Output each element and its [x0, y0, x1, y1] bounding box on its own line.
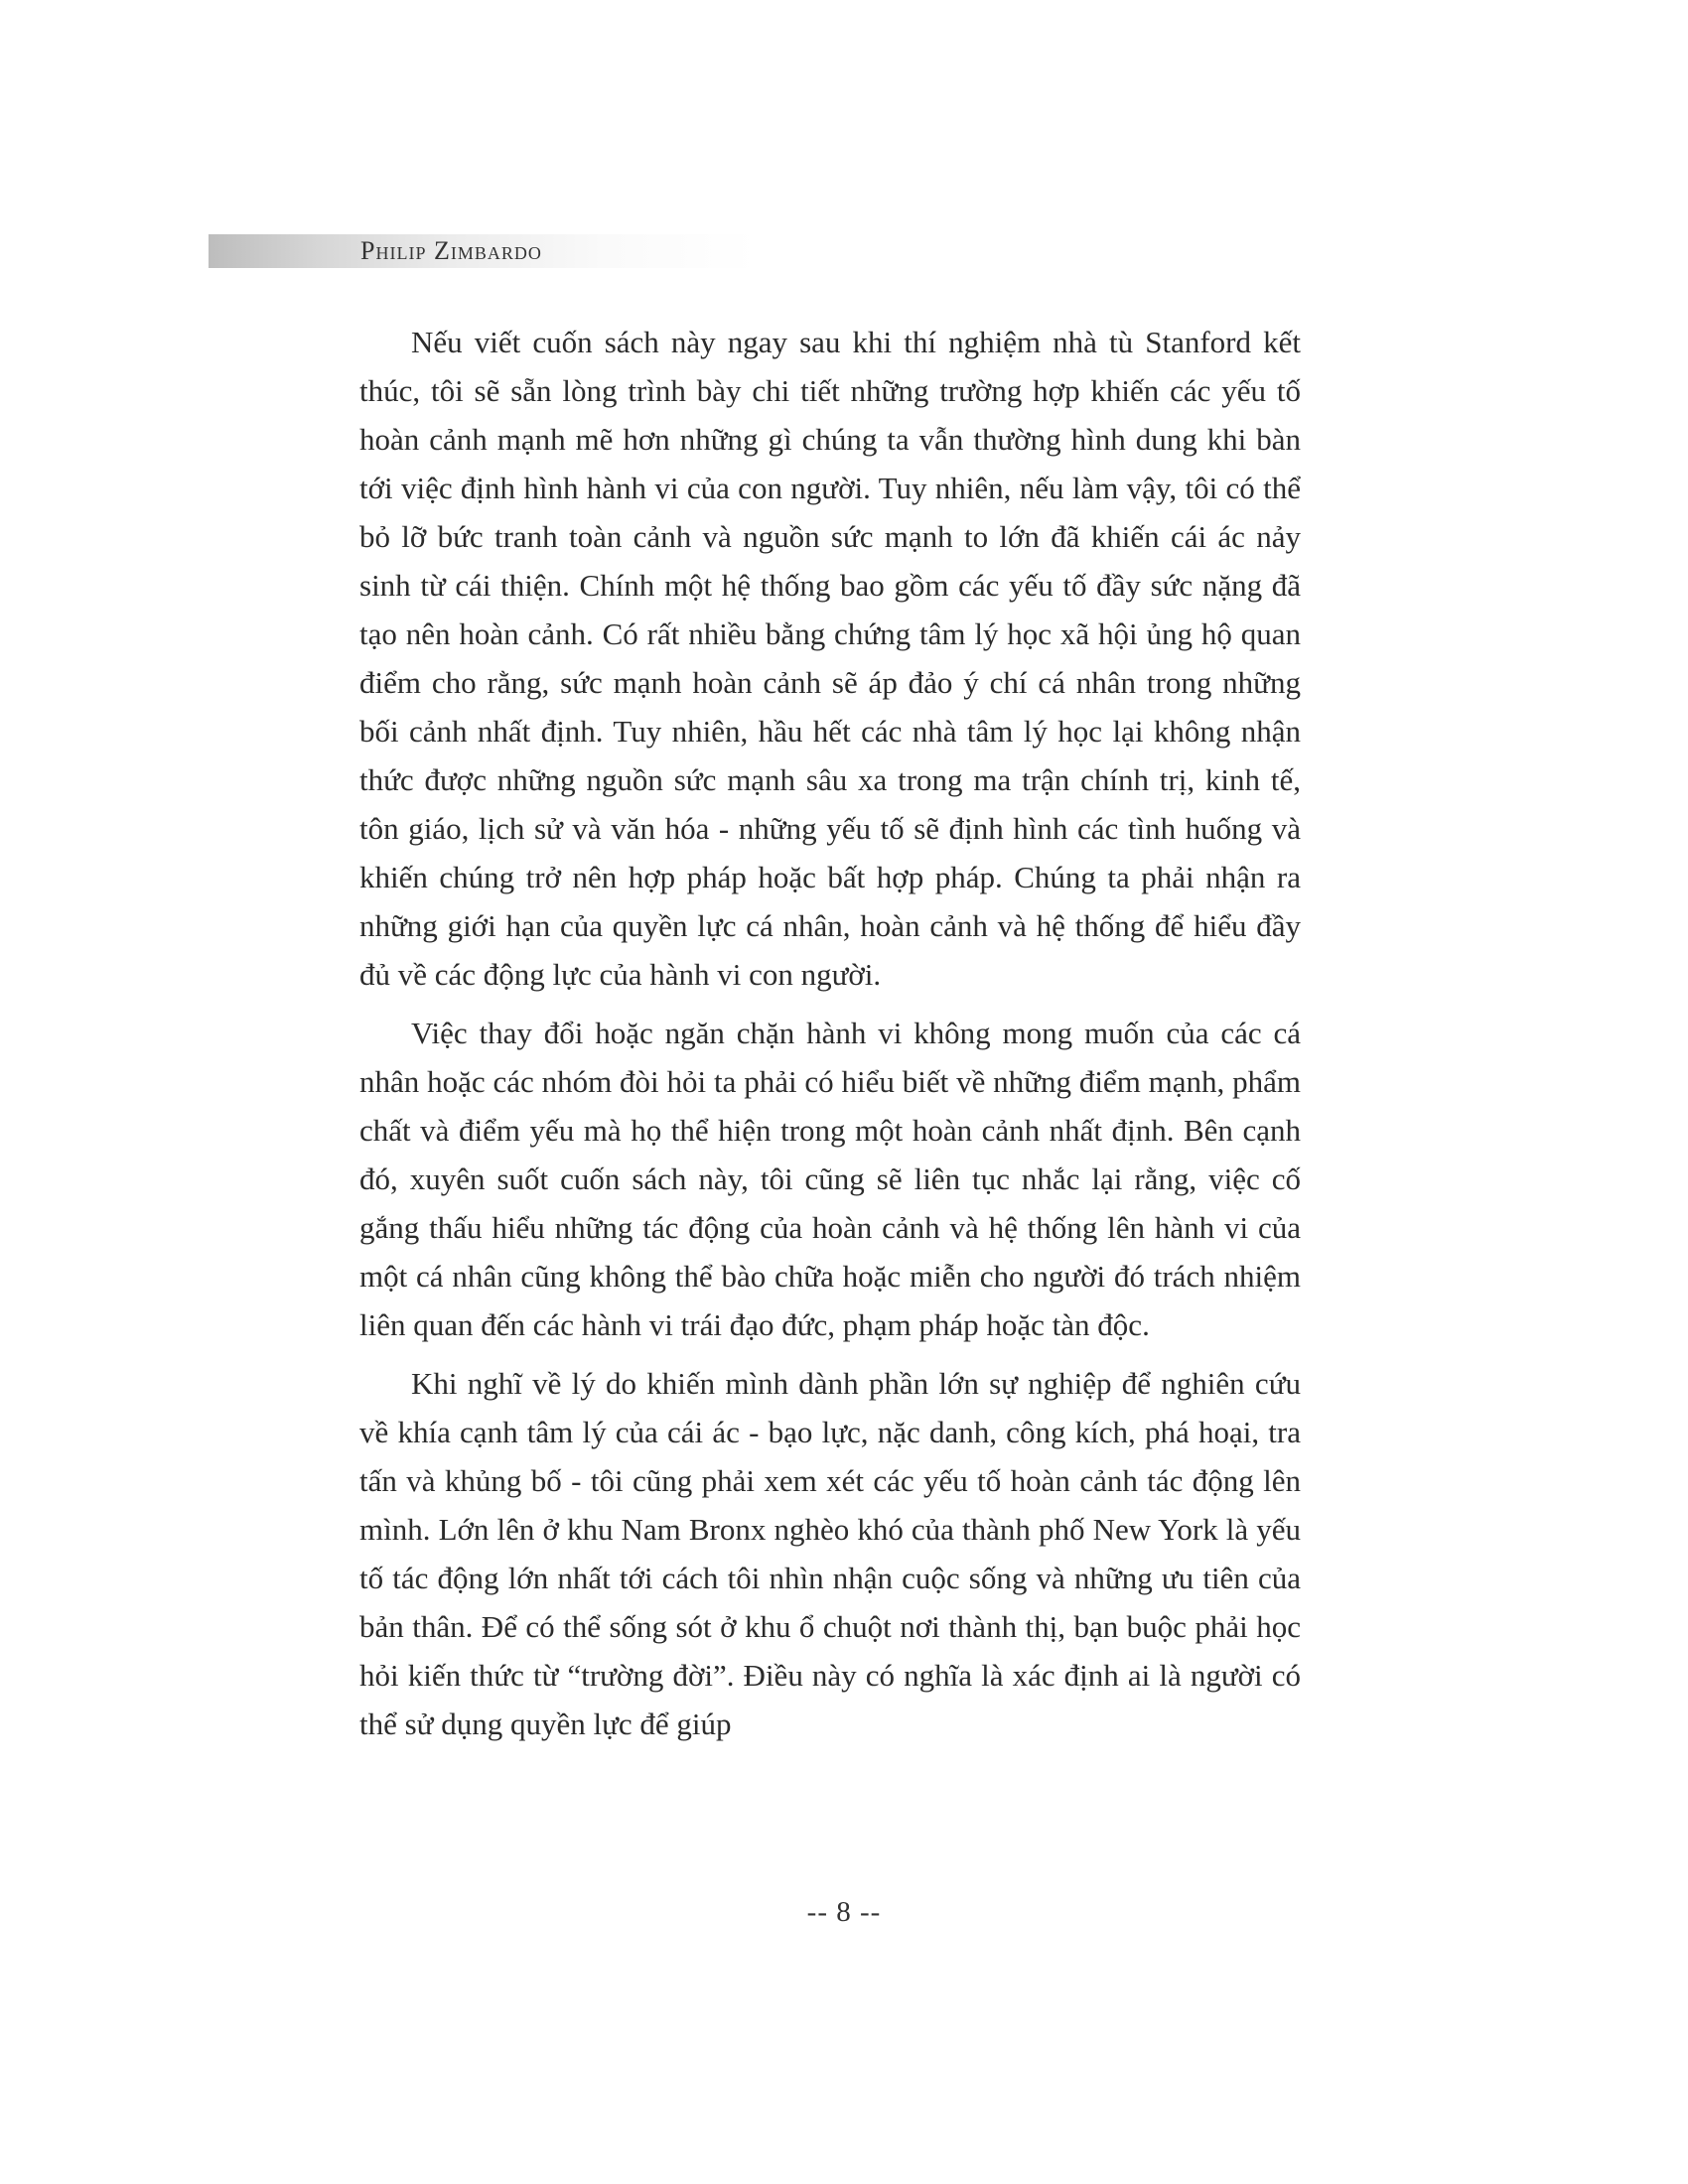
- paragraph-3: Khi nghĩ về lý do khiến mình dành phần lớn sự nghiệp để nghiên cứu về khía cạnh tâm lý của cái ác - bạo lực, nặc danh, công kích, phá hoại, tra tấn và khủng bố - tôi cũng phải xem xét các yếu tố hoàn cảnh tác động lên mình. Lớn lên ở khu Nam Bronx nghèo khó của thành phố New York là yếu tố tác động lớn nhất tới cách tôi nhìn nhận cuộc sống và những ưu tiên của bản thân. Để có thể sống sót ở khu ổ chuột nơi thành thị, bạn buộc phải học hỏi kiến thức từ “trường đời”. Điều này có nghĩa là xác định ai là người có thể sử dụng quyền lực để giúp: [359, 1366, 1301, 1741]
- paragraph-1: Nếu viết cuốn sách này ngay sau khi thí nghiệm nhà tù Stanford kết thúc, tôi sẽ sẵn lòng trình bày chi tiết những trường hợp khiến các yếu tố hoàn cảnh mạnh mẽ hơn những gì chúng ta vẫn thường hình dung khi bàn tới việc định hình hành vi của con người. Tuy nhiên, nếu làm vậy, tôi có thể bỏ lỡ bức tranh toàn cảnh và nguồn sức mạnh to lớn đã khiến cái ác nảy sinh từ cái thiện. Chính một hệ thống bao gồm các yếu tố đầy sức nặng đã tạo nên hoàn cảnh. Có rất nhiều bằng chứng tâm lý học xã hội ủng hộ quan điểm cho rằng, sức mạnh hoàn cảnh sẽ áp đảo ý chí cá nhân trong những bối cảnh nhất định. Tuy nhiên, hầu hết các nhà tâm lý học lại không nhận thức được những nguồn sức mạnh sâu xa trong ma trận chính trị, kinh tế, tôn giáo, lịch sử và văn hóa - những yếu tố sẽ định hình các tình huống và khiến chúng trở nên hợp pháp hoặc bất hợp pháp. Chúng ta phải nhận ra những giới hạn của quyền lực cá nhân, hoàn cảnh và hệ thống để hiểu đầy đủ về các động lực của hành vi con người.: [359, 325, 1301, 992]
- paragraph-2: Việc thay đổi hoặc ngăn chặn hành vi không mong muốn của các cá nhân hoặc các nhóm đòi hỏi ta phải có hiểu biết về những điểm mạnh, phẩm chất và điểm yếu mà họ thể hiện trong một hoàn cảnh nhất định. Bên cạnh đó, xuyên suốt cuốn sách này, tôi cũng sẽ liên tục nhắc lại rằng, việc cố gắng thấu hiểu những tác động của hoàn cảnh và hệ thống lên hành vi của một cá nhân cũng không thể bào chữa hoặc miễn cho người đó trách nhiệm liên quan đến các hành vi trái đạo đức, phạm pháp hoặc tàn độc.: [359, 1016, 1301, 1342]
- body-text: [359, 318, 1301, 1758]
- running-header: [209, 234, 1306, 268]
- page-number: -- 8 --: [806, 1896, 882, 1928]
- running-header-author: Philip Zimbardo: [360, 236, 542, 265]
